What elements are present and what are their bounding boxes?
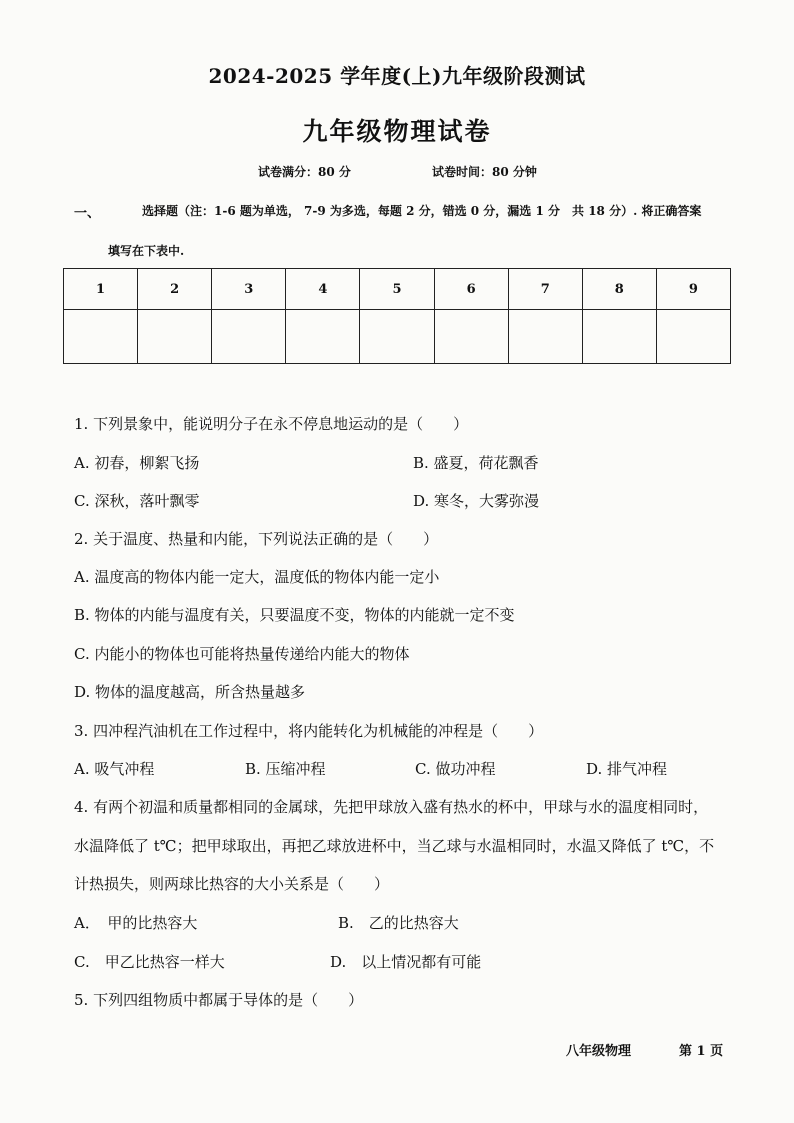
- question-2-option-b: B. 物体的内能与温度有关，只要温度不变，物体的内能就一定不变: [74, 606, 515, 624]
- page-number: 第 1 页: [679, 1044, 724, 1059]
- question-1-option-d: D. 寒冬，大雾弥漫: [413, 492, 540, 510]
- question-4-stem-line-3: 计热损失，则两球比热容的大小关系是（ ）: [74, 875, 390, 893]
- answer-header-cell: 6: [434, 269, 508, 310]
- footer-subject: 八年级物理: [566, 1044, 632, 1059]
- answer-header-cell: 4: [286, 269, 360, 310]
- answer-header-cell: 3: [212, 269, 286, 310]
- section-instruction-continued: 填写在下表中.: [108, 244, 185, 258]
- exam-time: 试卷时间：80 分钟: [432, 165, 537, 179]
- answer-table: [63, 268, 731, 364]
- answer-cell[interactable]: [434, 310, 508, 364]
- answer-header-cell: 7: [508, 269, 582, 310]
- question-1-option-a: A. 初春，柳絮飞扬: [74, 454, 200, 472]
- question-4-stem: 4. 有两个初温和质量都相同的金属球，先把甲球放入盛有热水的杯中，甲球与水的温度相同时，: [74, 798, 709, 816]
- answer-cell[interactable]: [508, 310, 582, 364]
- section-instruction: 选择题（注：1-6 题为单选， 7-9 为多选，每题 2 分，错选 0 分，漏选 1 分 共 18 分）. 将正确答案: [142, 204, 702, 218]
- exam-subtitle: 九年级物理试卷: [302, 117, 492, 146]
- question-4-option-c: C. 甲乙比热容一样大: [74, 953, 225, 971]
- answer-cell[interactable]: [360, 310, 434, 364]
- question-5-stem: 5. 下列四组物质中都属于导体的是（ ）: [74, 991, 364, 1009]
- full-score: 试卷满分：80 分: [258, 165, 351, 179]
- answer-header-cell: 2: [138, 269, 212, 310]
- answer-table-header-row: [64, 269, 731, 310]
- question-4-option-d: D. 以上情况都有可能: [330, 953, 482, 971]
- question-3-option-d: D. 排气冲程: [586, 760, 668, 778]
- answer-cell[interactable]: [64, 310, 138, 364]
- question-3-option-a: A. 吸气冲程: [74, 760, 155, 778]
- question-2-option-c: C. 内能小的物体也可能将热量传递给内能大的物体: [74, 645, 410, 663]
- question-3-option-b: B. 压缩冲程: [245, 760, 326, 778]
- question-1-stem: 1. 下列景象中，能说明分子在永不停息地运动的是（ ）: [74, 415, 469, 433]
- answer-cell[interactable]: [656, 310, 730, 364]
- question-3-stem: 3. 四冲程汽油机在工作过程中，将内能转化为机械能的冲程是（ ）: [74, 722, 544, 740]
- answer-header-cell: 9: [656, 269, 730, 310]
- question-4-option-b: B. 乙的比热容大: [338, 914, 459, 932]
- answer-cell[interactable]: [286, 310, 360, 364]
- exam-title: 2024-2025 学年度(上)九年级阶段测试: [208, 64, 586, 88]
- answer-header-cell: 5: [360, 269, 434, 310]
- answer-cell[interactable]: [138, 310, 212, 364]
- question-3-option-c: C. 做功冲程: [415, 760, 496, 778]
- question-4-stem-line-2: 水温降低了 t℃；把甲球取出，再把乙球放进杯中，当乙球与水温相同时，水温又降低了 t℃，不: [74, 837, 715, 855]
- section-number: 一、: [74, 206, 101, 221]
- question-1-option-b: B. 盛夏，荷花飘香: [413, 454, 539, 472]
- answer-cell[interactable]: [212, 310, 286, 364]
- question-2-option-d: D. 物体的温度越高，所含热量越多: [74, 683, 306, 701]
- question-2-option-a: A. 温度高的物体内能一定大，温度低的物体内能一定小: [74, 568, 440, 586]
- answer-cell[interactable]: [582, 310, 656, 364]
- question-4-option-a: A． 甲的比热容大: [74, 914, 198, 932]
- answer-header-cell: 8: [582, 269, 656, 310]
- answer-table-input-row: [64, 310, 731, 364]
- question-2-stem: 2. 关于温度、热量和内能，下列说法正确的是（ ）: [74, 530, 439, 548]
- question-1-option-c: C. 深秋，落叶飘零: [74, 492, 200, 510]
- answer-header-cell: 1: [64, 269, 138, 310]
